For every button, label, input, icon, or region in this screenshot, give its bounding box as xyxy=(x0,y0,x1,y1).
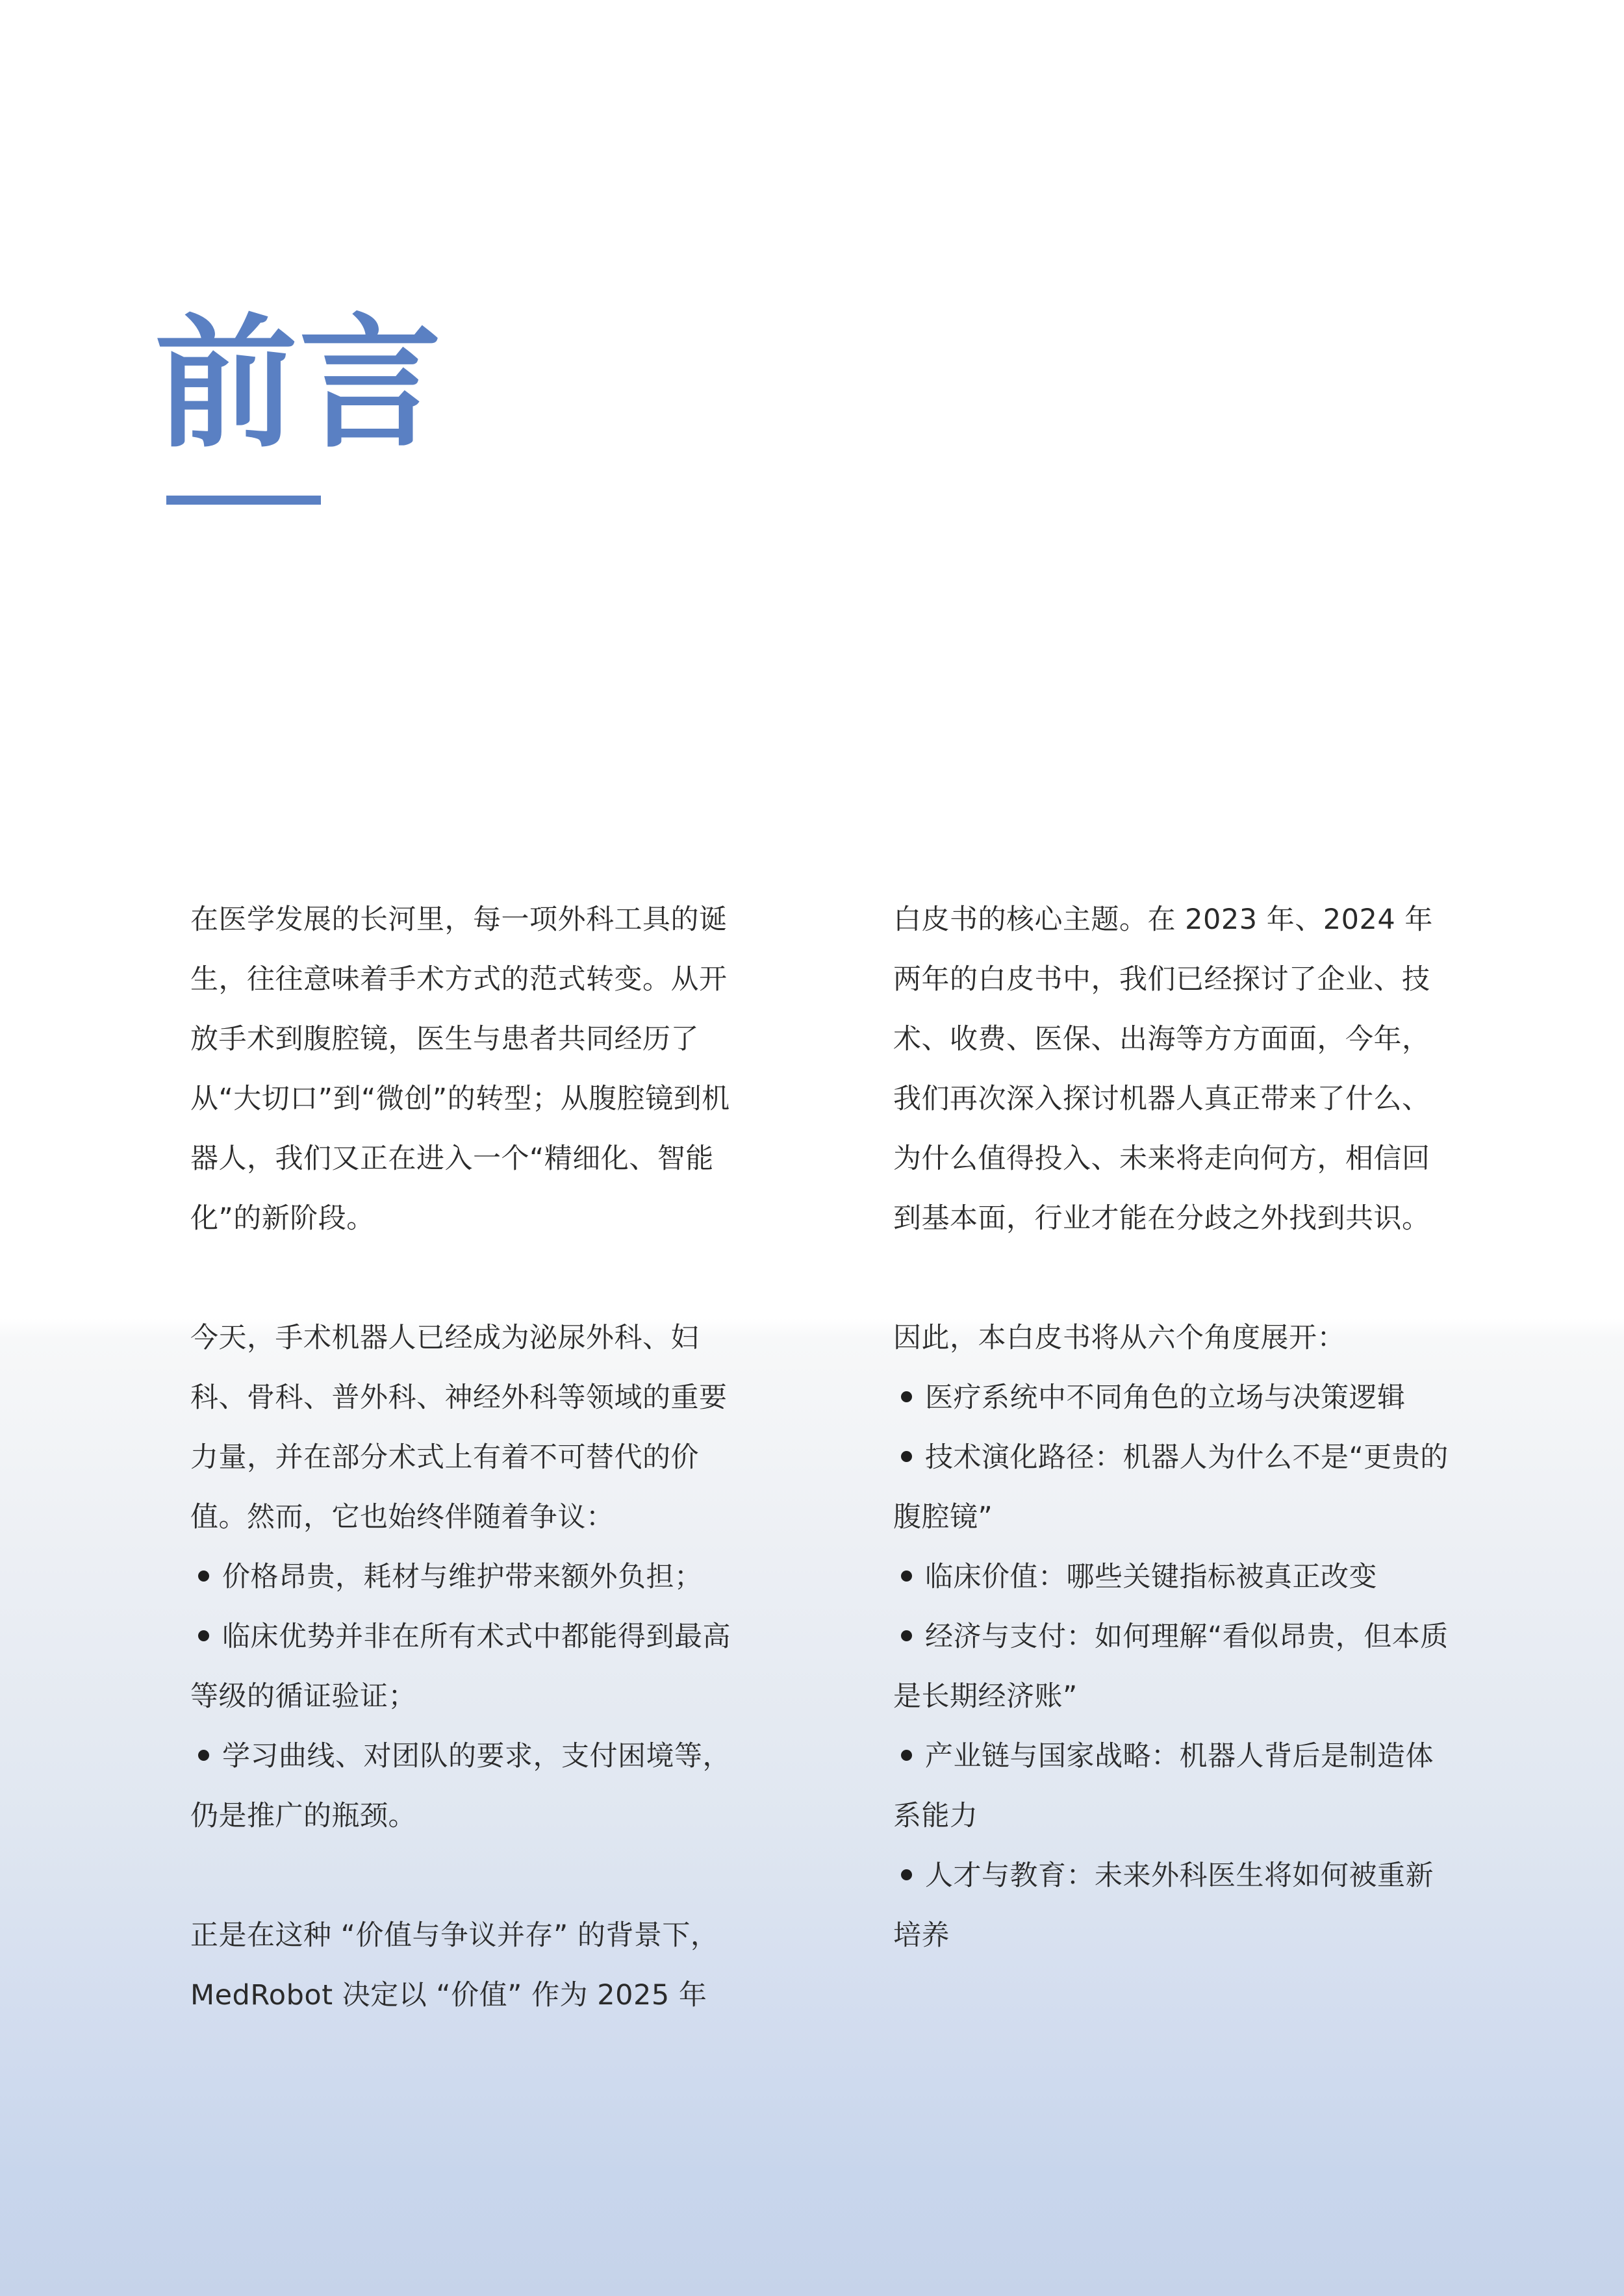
perspectives-list xyxy=(893,1368,1452,1965)
list-item xyxy=(893,1368,1452,1428)
bullet-dot-icon xyxy=(901,1869,912,1880)
list-item-text: 价格昂贵，耗材与维护带来额外负担； xyxy=(222,1561,703,1593)
theme-paragraph: 正是在这种 “价值与争议并存” 的背景下，MedRobot 决定以 “价值” 作为 2025 年 xyxy=(190,1919,719,2012)
list-item xyxy=(893,1726,1452,1846)
list-item-text: 经济与支付：如何理解“看似昂贵，但本质是长期经济账” xyxy=(893,1621,1449,1713)
list-item-text: 临床价值：哪些关键指标被真正改变 xyxy=(925,1561,1377,1593)
theme-continuation-paragraph: 白皮书的核心主题。在 2023 年、2024 年两年的白皮书中，我们已经探讨了企业、技术、收费、医保、出海等方方面面，今年，我们再次深入探讨机器人真正带来了什么、为什么值得投入、未来将走向何方，相信回到基本面，行业才能在分歧之外找到共识。 xyxy=(893,903,1433,1235)
list-item-text: 技术演化路径：机器人为什么不是“更贵的腹腔镜” xyxy=(893,1441,1449,1533)
bullet-dot-icon xyxy=(198,1750,209,1761)
list-item-text: 临床优势并非在所有术式中都能得到最高等级的循证验证； xyxy=(190,1621,731,1713)
list-item-text: 医疗系统中不同角色的立场与决策逻辑 xyxy=(925,1381,1406,1414)
list-item xyxy=(893,1547,1452,1607)
bullet-dot-icon xyxy=(198,1630,209,1641)
page-title: 前言 xyxy=(155,299,444,467)
title-underline-divider xyxy=(166,496,321,505)
paragraph-spacer xyxy=(190,1846,749,1906)
perspectives-intro: 因此，本白皮书将从六个角度展开： xyxy=(893,1322,1345,1354)
list-item xyxy=(190,1547,749,1607)
controversy-intro-paragraph: 今天，手术机器人已经成为泌尿外科、妇科、骨科、普外科、神经外科等领域的重要力量，并在部分术式上有着不可替代的价值。然而，它也始终伴随着争议： xyxy=(190,1322,728,1533)
list-item-text: 人才与教育：未来外科医生将如何被重新培养 xyxy=(893,1860,1434,1952)
paragraph-spacer xyxy=(893,1248,1452,1308)
list-item-text: 产业链与国家战略：机器人背后是制造体系能力 xyxy=(893,1740,1434,1832)
list-item xyxy=(893,1607,1452,1726)
bullet-dot-icon xyxy=(901,1750,912,1761)
list-item xyxy=(893,1428,1452,1547)
list-item xyxy=(190,1726,749,1846)
bullet-dot-icon xyxy=(901,1391,912,1402)
controversy-list xyxy=(190,1547,749,1846)
bullet-dot-icon xyxy=(901,1571,912,1582)
bullet-dot-icon xyxy=(901,1451,912,1462)
left-text-column xyxy=(190,890,749,2025)
right-text-column xyxy=(893,890,1452,1965)
paragraph-spacer xyxy=(190,1248,749,1308)
list-item xyxy=(190,1607,749,1726)
intro-paragraph: 在医学发展的长河里，每一项外科工具的诞生，往往意味着手术方式的范式转变。从开放手术到腹腔镜，医生与患者共同经历了从“大切口”到“微创”的转型；从腹腔镜到机器人，我们又正在进入一个“精细化、智能化”的新阶段。 xyxy=(190,903,730,1235)
bullet-dot-icon xyxy=(901,1630,912,1641)
list-item xyxy=(893,1846,1452,1965)
bullet-dot-icon xyxy=(198,1571,209,1582)
list-item-text: 学习曲线、对团队的要求，支付困境等，仍是推广的瓶颈。 xyxy=(190,1740,731,1832)
